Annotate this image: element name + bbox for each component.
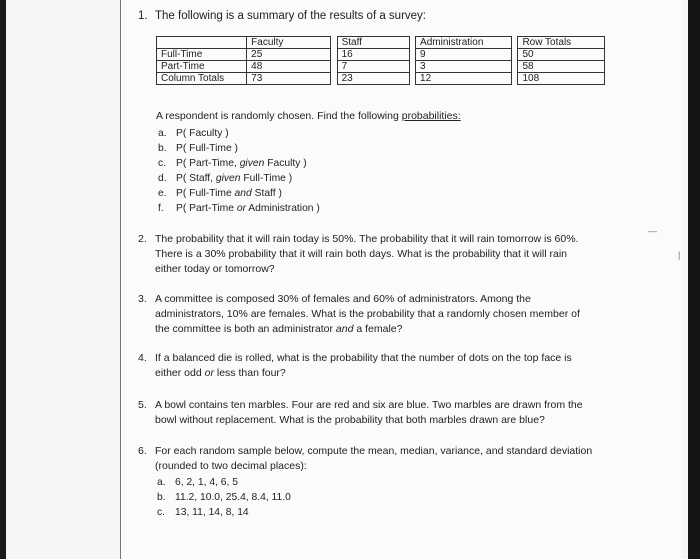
table-cell: 50 [518, 49, 605, 61]
part-text-plain: Administration ) [246, 203, 320, 214]
question-body [155, 351, 572, 381]
question-line: The probability that it will rain today is 50%. The probability that it will rain tomorrow is 60%. [155, 233, 579, 245]
table-cell: 12 [416, 73, 512, 85]
table-row [157, 49, 605, 61]
question-number: 4. [138, 352, 147, 364]
q1-instruction [156, 110, 461, 122]
table-cell [157, 37, 247, 49]
table-header-cell: Staff [337, 37, 409, 49]
part-text: 6, 2, 1, 4, 6, 5 [175, 477, 238, 488]
question-body [155, 292, 580, 337]
question-line: There is a 30% probability that it will rain both days. What is the probability that it will rain [155, 248, 568, 260]
part-text [176, 141, 238, 156]
question-line: If a balanced die is rolled, what is the probability that the number of dots on the top face is [155, 352, 572, 364]
part-text-plain: P( Part-Time [176, 203, 237, 214]
part-label: a. [157, 477, 166, 488]
part-text-plain: P( Faculty ) [176, 128, 229, 139]
part-label: d. [158, 173, 167, 184]
part-text-plain: P( Full-Time [176, 188, 235, 199]
question-text-plain: either odd [155, 367, 205, 379]
part-label: c. [158, 158, 167, 169]
table-cell: 16 [337, 49, 409, 61]
question-number: 1. [138, 10, 148, 22]
table-cell: 58 [518, 61, 605, 73]
question-line: A bowl contains ten marbles. Four are red and six are blue. Two marbles are drawn from the [155, 399, 583, 411]
question-text-plain: the committee is both an administrator [155, 323, 336, 335]
part-text [176, 126, 229, 141]
question-line: either today or tomorrow? [155, 263, 275, 275]
table-cell: Full-Time [157, 49, 247, 61]
table-header-cell: Faculty [247, 37, 331, 49]
left-dark-border [0, 0, 6, 559]
question-number: 6. [138, 445, 147, 457]
question-body [155, 398, 583, 428]
scan-mark: | [678, 250, 681, 260]
part-text-italic: or [236, 203, 246, 214]
part-text-italic: given [239, 158, 265, 169]
question-number: 2. [138, 233, 147, 245]
question-line: bowl without replacement. What is the probability that both marbles drawn are blue? [155, 414, 545, 426]
part-label: b. [157, 492, 166, 503]
part-text-plain: P( Staff, [176, 173, 216, 184]
instruction-text: A respondent is randomly chosen. Find the following [156, 110, 402, 122]
table-header-row [157, 37, 605, 49]
table-cell: 48 [247, 61, 331, 73]
table-cell: 23 [337, 73, 409, 85]
question-number: 5. [138, 399, 147, 411]
table-cell: Part-Time [157, 61, 247, 73]
table-cell: 9 [416, 49, 512, 61]
part-text-plain: Faculty ) [264, 158, 307, 169]
question-line: administrators, 10% are females. What is the probability that a randomly chosen member of [155, 308, 580, 320]
question-text-plain: less than four? [213, 367, 286, 379]
table-cell: 3 [416, 61, 512, 73]
part-label: b. [158, 143, 167, 154]
question-text-plain: a female? [353, 323, 403, 335]
part-text: 13, 11, 14, 8, 14 [175, 507, 249, 518]
question-body [155, 232, 579, 277]
survey-table [156, 36, 605, 85]
part-text [176, 186, 282, 201]
table-cell: 25 [247, 49, 331, 61]
right-dark-border [688, 0, 700, 559]
question-line: For each random sample below, compute the mean, median, variance, and standard deviation [155, 445, 593, 457]
table-row [157, 73, 605, 85]
table-cell: 108 [518, 73, 605, 85]
part-text-plain: P( Full-Time ) [176, 143, 238, 154]
question-number: 3. [138, 293, 147, 305]
part-label: a. [158, 128, 167, 139]
question-body [155, 444, 592, 474]
question-line: (rounded to two decimal places): [155, 460, 307, 472]
question-line [155, 322, 580, 337]
part-text-italic: and [234, 188, 252, 199]
table-header-cell: Administration [416, 37, 512, 49]
probabilities-underlined: probabilities: [401, 110, 461, 122]
part-label: c. [157, 507, 166, 518]
table-cell: 7 [337, 61, 409, 73]
question-text-italic: and [335, 323, 354, 335]
table-cell: Column Totals [157, 73, 247, 85]
question-text-italic: or [204, 367, 214, 379]
part-text [176, 156, 307, 171]
part-text-italic: given [215, 173, 241, 184]
part-label: e. [158, 188, 167, 199]
question-line [155, 366, 572, 381]
part-text-plain: Staff ) [251, 188, 282, 199]
part-text: 11.2, 10.0, 25.4, 8.4, 11.0 [175, 492, 291, 503]
question-prompt: The following is a summary of the results of a survey: [155, 10, 426, 22]
table-header-cell: Row Totals [518, 37, 605, 49]
question-line: A committee is composed 30% of females and 60% of administrators. Among the [155, 293, 531, 305]
part-text-plain: P( Part-Time, [176, 158, 240, 169]
part-text [176, 171, 292, 186]
table-cell: 73 [247, 73, 331, 85]
part-label: f. [158, 203, 164, 214]
scan-mark: — [648, 226, 657, 236]
part-text [176, 201, 320, 216]
part-text-plain: Full-Time ) [240, 173, 293, 184]
table-row [157, 61, 605, 73]
